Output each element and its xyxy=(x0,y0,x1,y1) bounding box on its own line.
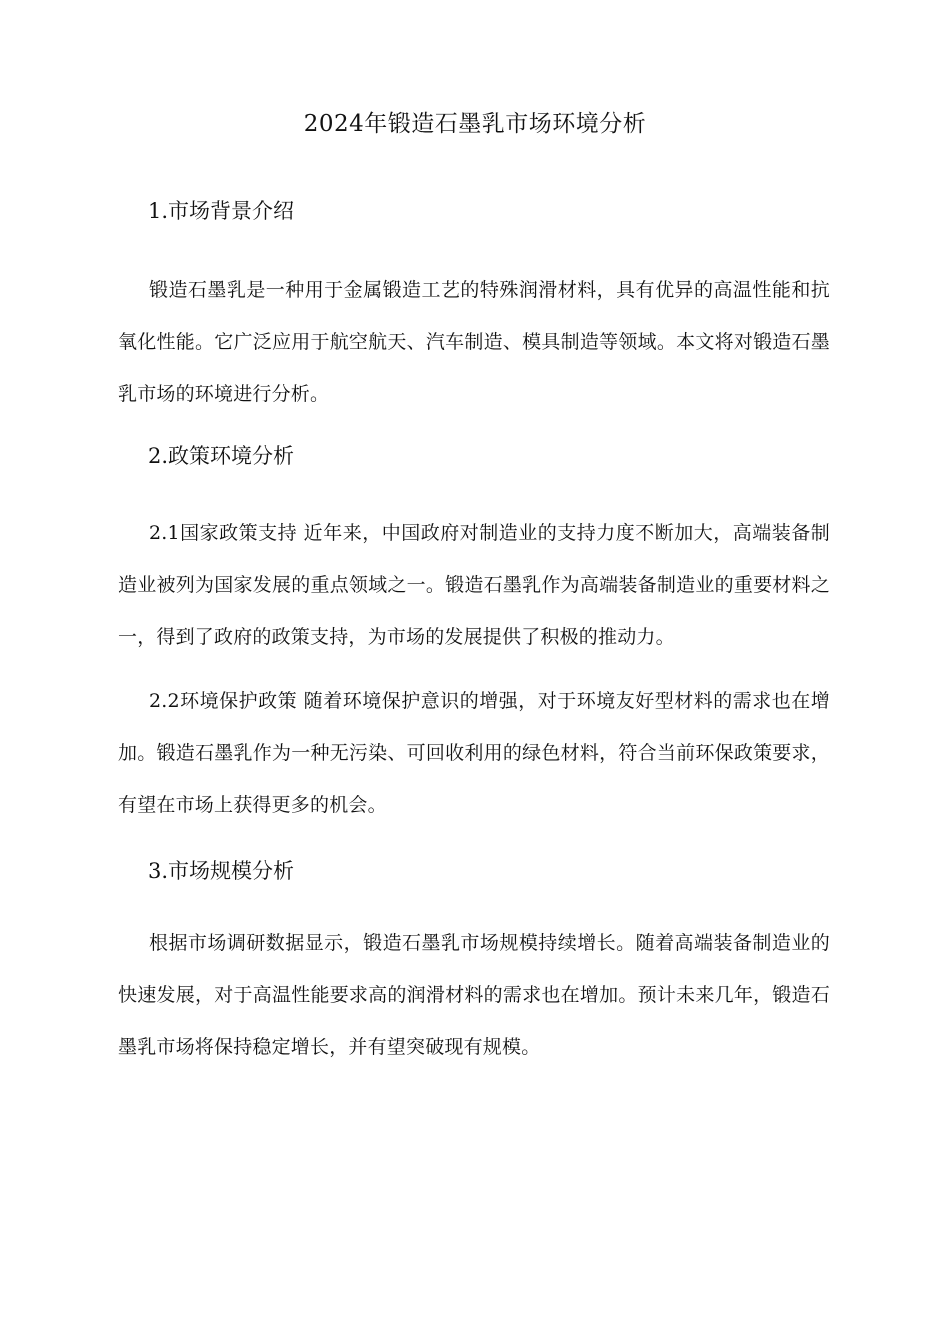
paragraph-environmental-policy: 2.2环境保护政策 随着环境保护意识的增强，对于环境友好型材料的需求也在增加。锻造石墨乳作为一种无污染、可回收利用的绿色材料，符合当前环保政策要求，有望在市场上获得更多的机会。 xyxy=(118,690,830,816)
section-heading-market-background: 1.市场背景介绍 xyxy=(148,199,295,223)
paragraph-national-policy-support: 2.1国家政策支持 近年来，中国政府对制造业的支持力度不断加大，高端装备制造业被列为国家发展的重点领域之一。锻造石墨乳作为高端装备制造业的重要材料之一，得到了政府的政策支持，为市场的发展提供了积极的推动力。 xyxy=(118,522,830,648)
section-heading-policy-environment: 2.政策环境分析 xyxy=(148,444,295,468)
document-title: 2024年锻造石墨乳市场环境分析 xyxy=(303,111,647,137)
paragraph-market-background: 锻造石墨乳是一种用于金属锻造工艺的特殊润滑材料，具有优异的高温性能和抗氧化性能。它广泛应用于航空航天、汽车制造、模具制造等领域。本文将对锻造石墨乳市场的环境进行分析。 xyxy=(118,279,830,405)
section-heading-market-size: 3.市场规模分析 xyxy=(148,859,295,883)
paragraph-market-size: 根据市场调研数据显示，锻造石墨乳市场规模持续增长。随着高端装备制造业的快速发展，对于高温性能要求高的润滑材料的需求也在增加。预计未来几年，锻造石墨乳市场将保持稳定增长，并有望突破现有规模。 xyxy=(118,932,830,1058)
